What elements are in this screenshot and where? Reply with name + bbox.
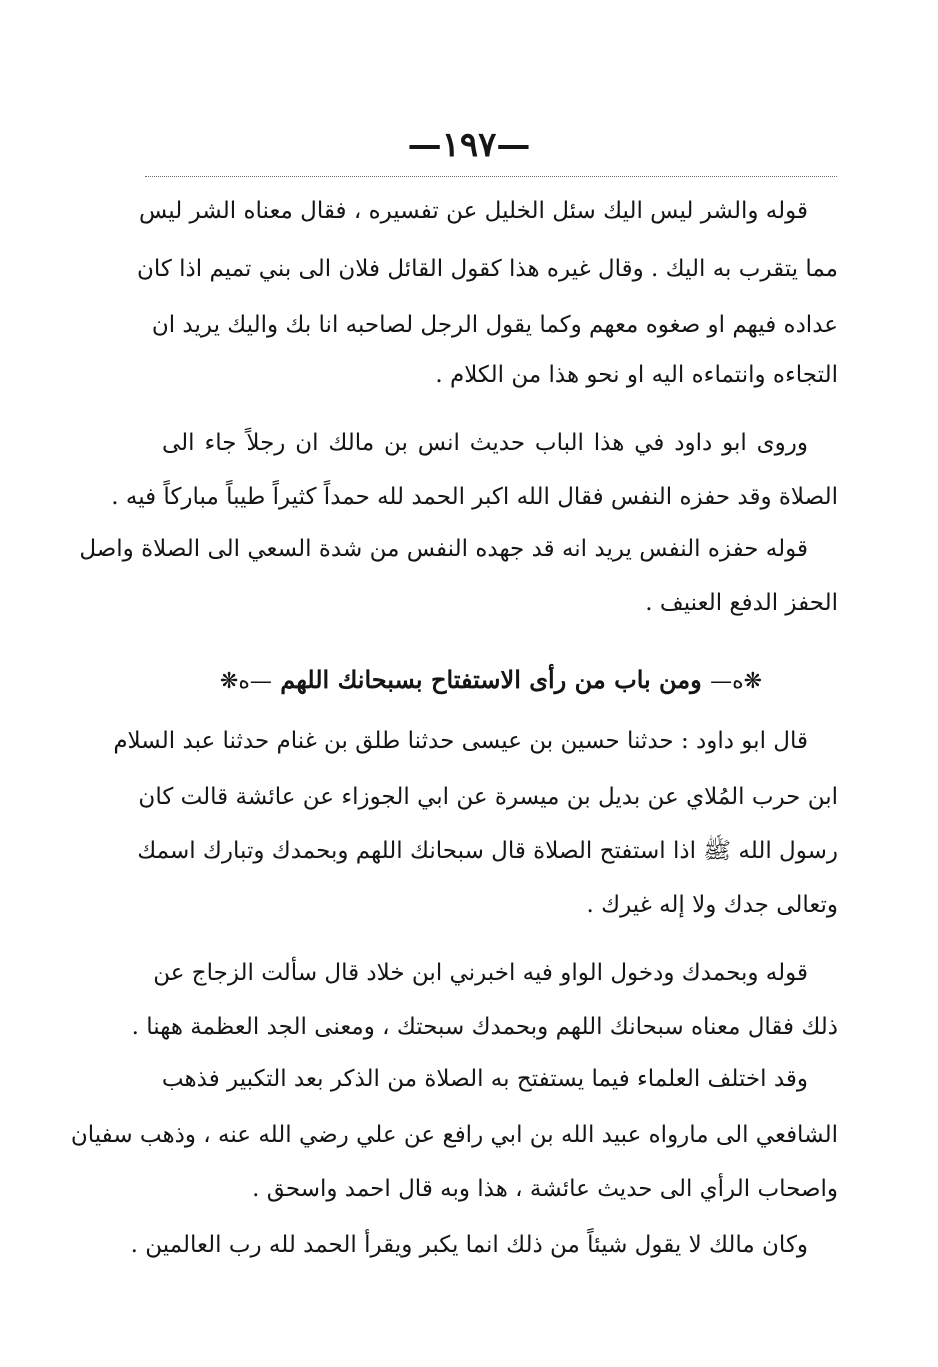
text-line: الصلاة وقد حفزه النفس فقال الله اكبر الحمد لله حمداً كثيراً طيباً مباركاً فيه . [111, 484, 838, 510]
header-divider [145, 176, 837, 177]
text-line: الحفز الدفع العنيف . [645, 590, 838, 616]
text-line: وتعالى جدك ولا إله غيرك . [586, 892, 838, 918]
text-line: وقد اختلف العلماء فيما يستفتح به الصلاة من الذكر بعد التكبير فذهب [161, 1066, 808, 1092]
text-line: وروى ابو داود في هذا الباب حديث انس بن مالك ان رجلاً جاء الى [162, 430, 809, 456]
text-line: ذلك فقال معناه سبحانك اللهم وبحمدك سبحتك ، ومعنى الجد العظمة ههنا . [131, 1014, 838, 1040]
heading-ornament-right: ❋ﻩ— [710, 669, 763, 694]
text-line: واصحاب الرأي الى حديث عائشة ، هذا وبه قال احمد واسحق . [252, 1176, 838, 1202]
text-line: التجاءه وانتماءه اليه او نحو هذا من الكلام . [435, 362, 838, 388]
heading-ornament-left: —ﻩ❋ [219, 669, 272, 694]
text-line: قوله حفزه النفس يريد انه قد جهده النفس من شدة السعي الى الصلاة واصل [79, 536, 808, 562]
text-line: قوله وبحمدك ودخول الواو فيه اخبرني ابن خلاد قال سألت الزجاج عن [153, 960, 808, 986]
text-line: الشافعي الى مارواه عبيد الله بن ابي رافع عن علي رضي الله عنه ، وذهب سفيان [70, 1122, 838, 1148]
text-line: وكان مالك لا يقول شيئاً من ذلك انما يكبر ويقرأ الحمد لله رب العالمين . [130, 1232, 808, 1258]
chapter-heading [145, 652, 837, 708]
text-line: قال ابو داود : حدثنا حسين بن عيسى حدثنا طلق بن غنام حدثنا عبد السلام [113, 728, 808, 754]
text-line: عداده فيهم او صغوه معهم وكما يقول الرجل لصاحبه انا بك واليك يريد ان [151, 312, 838, 338]
text-line: ابن حرب المُلاي عن بديل بن ميسرة عن ابي الجوزاء عن عائشة قالت كان [138, 784, 838, 810]
text-line: مما يتقرب به اليك . وقال غيره هذا كقول القائل فلان الى بني تميم اذا كان [136, 256, 838, 282]
page-number: —١٩٧— [407, 125, 531, 165]
text-line: قوله والشر ليس اليك سئل الخليل عن تفسيره ، فقال معناه الشر ليس [138, 198, 808, 224]
text-line: رسول الله ﷺ اذا استفتح الصلاة قال سبحانك اللهم وبحمدك وتبارك اسمك [137, 838, 838, 864]
heading-title: ومن باب من رأى الاستفتاح بسبحانك اللهم [280, 665, 702, 694]
